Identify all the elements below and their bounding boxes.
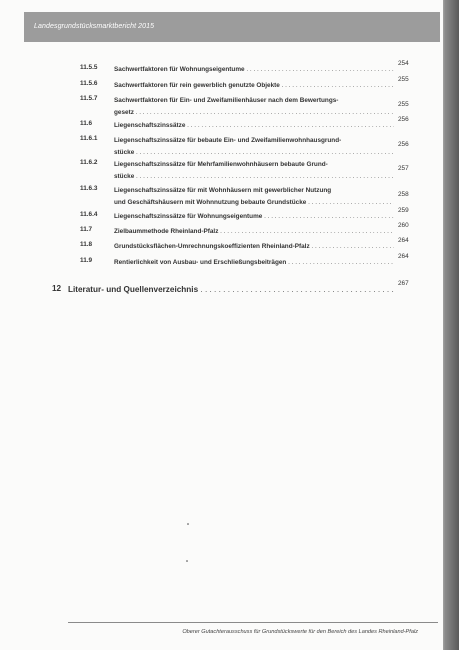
toc-entry-title	[114, 257, 394, 269]
toc-entry-page: 255	[398, 101, 409, 108]
toc-entry-title	[114, 135, 394, 158]
toc-entry-page: 256	[398, 116, 409, 123]
header-band	[24, 12, 440, 42]
toc-entry-title-line: Sachwertfaktoren für rein gewerblich genutzte Objekte . . .	[114, 80, 394, 92]
toc-entry-title-line: stücke . . .	[114, 171, 394, 183]
toc-entry-title	[114, 185, 394, 208]
toc-entry-title	[114, 64, 394, 76]
toc-entry-number: 11.6	[80, 120, 93, 127]
toc-entry-page: 264	[398, 237, 409, 244]
toc-entry-title	[114, 159, 394, 182]
toc-entry-page: 257	[398, 165, 409, 172]
header-title: Landesgrundstücksmarktbericht 2015	[34, 23, 155, 30]
footer-rule	[68, 622, 438, 623]
scan-speck	[187, 523, 189, 525]
toc-entry-title	[114, 95, 394, 118]
toc-entry-title-line: Liegenschaftszinssätze für mit Wohnhäusern mit gewerblicher Nutzung	[114, 187, 332, 194]
toc-entry-page: 260	[398, 222, 409, 229]
toc-entry-title-line: Zielbaummethode Rheinland-Pfalz . . .	[114, 226, 394, 238]
toc-entry-title-line: Sachwertfaktoren für Wohnungseigentume . . .	[114, 64, 394, 76]
toc-entry-title	[114, 120, 394, 132]
toc-entry-title-line: Grundstücksflächen-Umrechnungskoeffizienten Rheinland-Pfalz . . .	[114, 241, 394, 253]
toc-entry-page: 264	[398, 253, 409, 260]
toc-entry-title-line: und Geschäftshäusern mit Wohnnutzung bebaute Grundstücke . . .	[114, 197, 394, 209]
toc-entry-number: 11.6.3	[80, 185, 98, 192]
toc-chapter-title	[68, 284, 394, 296]
toc-entry-number: 11.5.6	[80, 80, 98, 87]
toc-entry-number: 11.6.4	[80, 211, 98, 218]
toc-entry-title-line: stücke . . .	[114, 147, 394, 159]
toc-entry-title-line: Liegenschaftszinssätze . . .	[114, 120, 394, 132]
toc-entry-title	[114, 80, 394, 92]
toc-entry-title-line: Liegenschaftszinssätze für bebaute Ein- und Zweifamilienwohnhausgrund-	[114, 137, 342, 144]
toc-entry-title	[114, 226, 394, 238]
toc-entry-page: 255	[398, 76, 409, 83]
footer-text: Oberer Gutachterausschuss für Grundstückswerte für den Bereich des Landes Rheinland-Pfalz	[182, 629, 418, 635]
toc-entry-page: 259	[398, 207, 409, 214]
toc-chapter-page: 267	[398, 280, 409, 287]
toc-entry-page: 256	[398, 141, 409, 148]
toc-entry-number: 11.7	[80, 226, 93, 233]
toc-entry-number: 11.5.5	[80, 64, 98, 71]
toc-entry-title	[114, 241, 394, 253]
scan-speck	[186, 560, 188, 562]
toc-entry-page: 254	[398, 60, 409, 67]
toc-entry-page: 258	[398, 191, 409, 198]
toc-entry-title-line: Liegenschaftszinssätze für Wohnungseigentume . . .	[114, 211, 394, 223]
toc-chapter-number: 12	[52, 284, 62, 293]
toc-entry-number: 11.6.1	[80, 135, 98, 142]
toc-entry-title-line: Liegenschaftszinssätze für Mehrfamilienwohnhäusern bebaute Grund-	[114, 161, 328, 168]
toc-entry-number: 11.5.7	[80, 95, 98, 102]
toc-entry-number: 11.9	[80, 257, 93, 264]
toc-entry-title-line: Rentierlichkeit von Ausbau- und Erschließungsbeiträgen . . .	[114, 257, 394, 269]
toc-entry-title-line: gesetz . . .	[114, 107, 394, 119]
toc-entry-title-line: Sachwertfaktoren für Ein- und Zweifamilienhäuser nach dem Bewertungs-	[114, 97, 339, 104]
toc-entry-number: 11.8	[80, 241, 93, 248]
toc-entry-number: 11.6.2	[80, 159, 98, 166]
toc-entry-title	[114, 211, 394, 223]
toc-chapter-title-line: Literatur- und Quellenverzeichnis . . .	[68, 284, 394, 296]
